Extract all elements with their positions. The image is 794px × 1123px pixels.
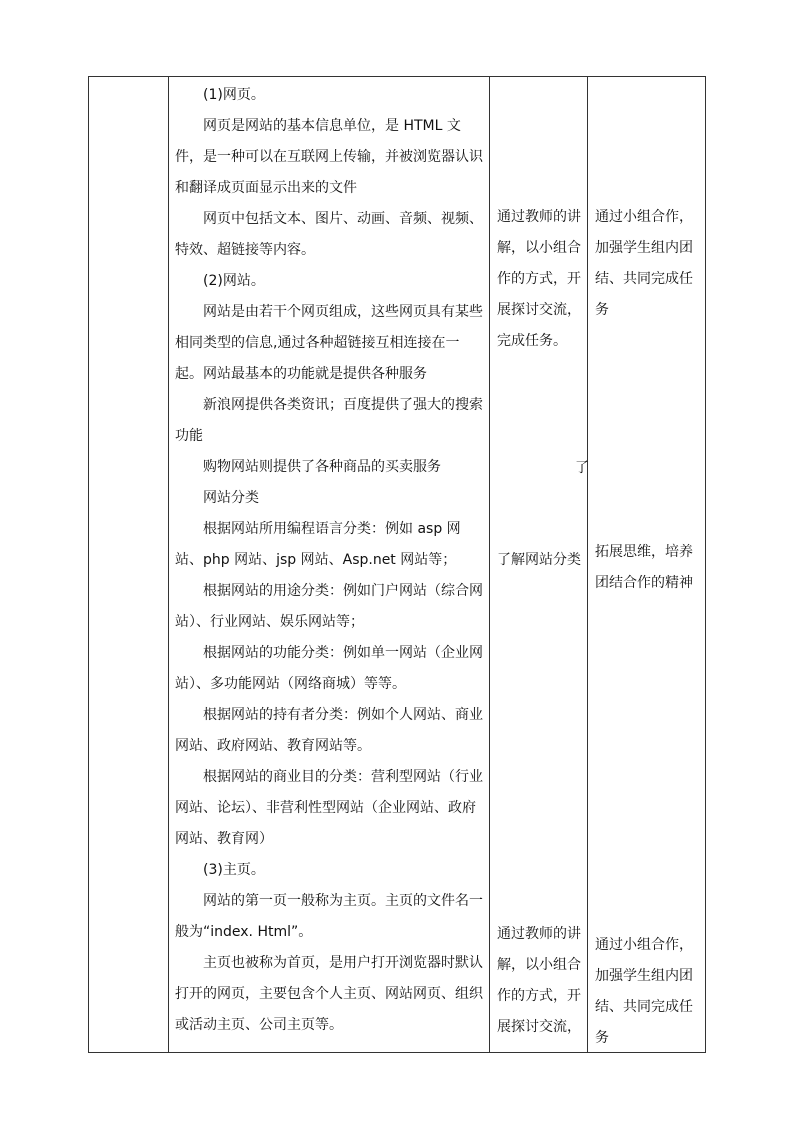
design-purpose-text: 通过小组合作，加强学生组内团结、共同完成任务 (595, 937, 693, 1046)
paragraph: 根据网站的商业目的分类：营利型网站（行业网站、论坛）、非营利性型网站（企业网站、政府网站、教育网） (175, 769, 483, 847)
paragraph: 根据网站的功能分类：例如单一网站（企业网站）、多功能网站（网络商城）等等。 (175, 645, 483, 692)
paragraph: 根据网站的持有者分类：例如个人网站、商业网站、政府网站、教育网站等。 (175, 707, 483, 754)
paragraph: 根据网站的用途分类：例如门户网站（综合网站）、行业网站、娱乐网站等； (175, 583, 483, 630)
cut-off-glyph: 了 (575, 460, 589, 476)
column-divider (489, 77, 490, 1052)
student-activity-text: 通过教师的讲解，以小组合作的方式，开展探讨交流，完成任务。 (497, 209, 581, 349)
design-purpose-text: 通过小组合作，加强学生组内团结、共同完成任务 (595, 209, 693, 318)
teaching-content-column (169, 77, 489, 1052)
paragraph: 网站的第一页一般称为主页。主页的文件名一般为“index. Html”。 (175, 893, 483, 940)
section-heading-website: (2)网站。 (203, 273, 265, 289)
column-divider (587, 77, 588, 1052)
lesson-table (88, 76, 706, 1053)
paragraph: 新浪网提供各类资讯；百度提供了强大的搜索功能 (175, 397, 483, 444)
paragraph: 网站最基本的功能就是提供各种服务 (203, 366, 427, 382)
paragraph: 网站是由若干个网页组成，这些网页具有某些相同类型的信息,通过各种超链接互相连接在一起。 (175, 304, 483, 382)
section-heading-webpage: (1)网页。 (203, 87, 265, 103)
design-purpose-text: 拓展思维，培养团结合作的精神 (595, 544, 693, 591)
student-activity-text: 了解网站分类 (497, 552, 581, 568)
student-activity-column (491, 77, 587, 1052)
design-purpose-column (589, 77, 705, 1052)
paragraph: 网页是网站的基本信息单位，是 HTML 文件，是一种可以在互联网上传输，并被浏览器认识和翻译成页面显示出来的文件 (175, 118, 483, 196)
paragraph: 根据网站所用编程语言分类：例如 asp 网站、php 网站、jsp 网站、Asp.net 网站等； (175, 521, 461, 568)
paragraph: 网页中包括文本、图片、动画、音频、视频、特效、超链接等内容。 (175, 211, 483, 258)
subheading-website-types: 网站分类 (203, 490, 259, 506)
section-heading-homepage: (3)主页。 (203, 862, 265, 878)
student-activity-text: 通过教师的讲解，以小组合作的方式，开展探讨交流， (497, 926, 581, 1035)
paragraph: 主页也被称为首页，是用户打开浏览器时默认打开的网页，主要包含个人主页、网站网页、组织或活动主页、公司主页等。 (175, 955, 483, 1033)
paragraph: 购物网站则提供了各种商品的买卖服务 (203, 459, 441, 475)
